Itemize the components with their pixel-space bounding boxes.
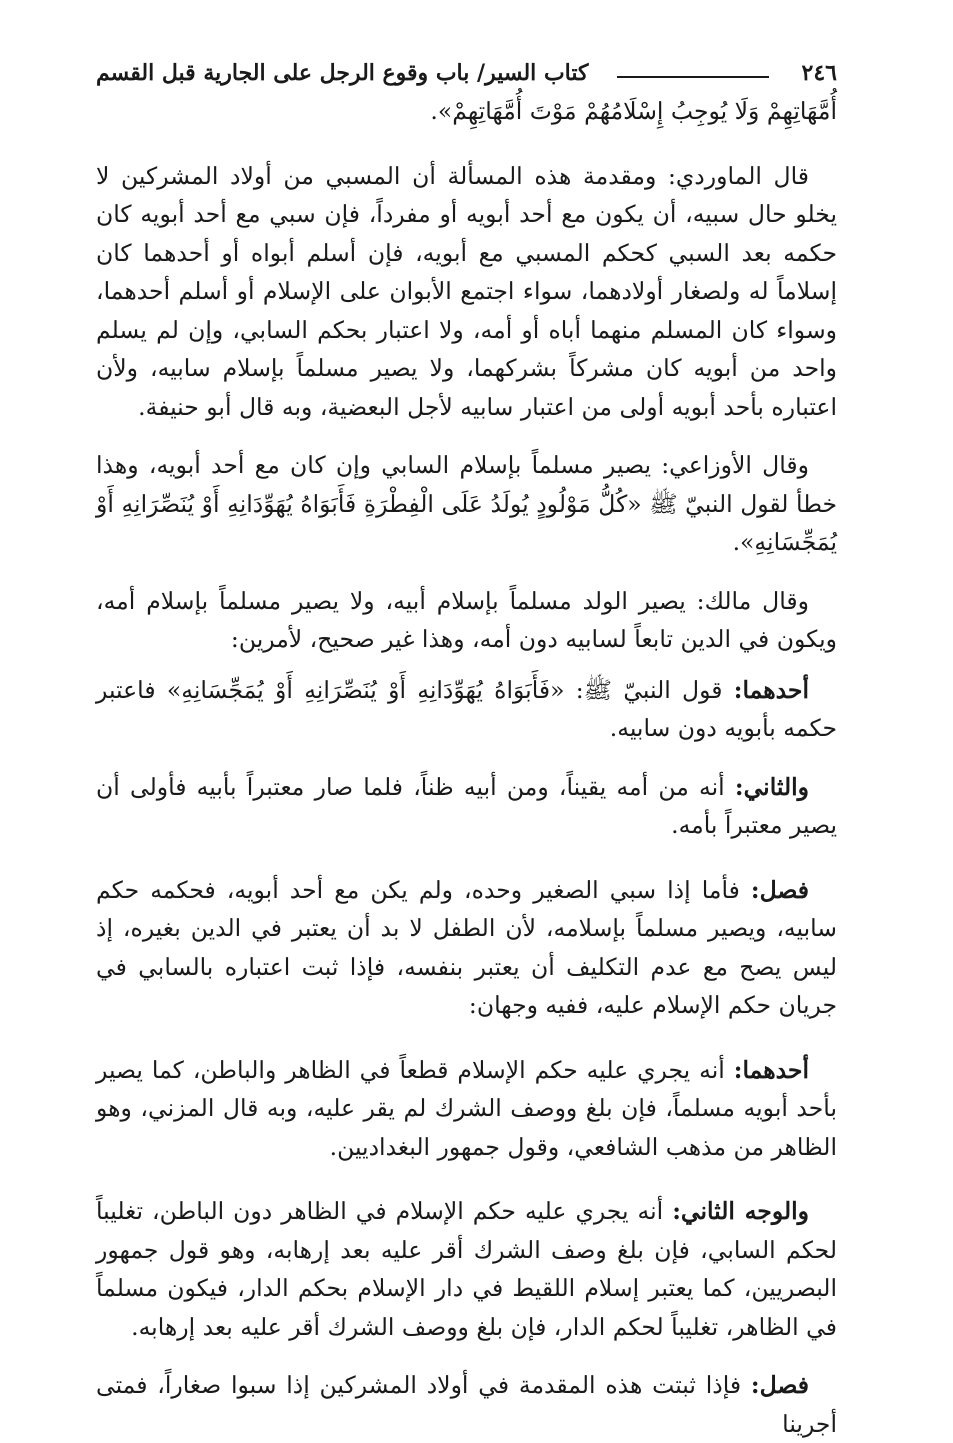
- paragraph-2-text: قال الماوردي: ومقدمة هذه المسألة أن المسبي من أولاد المشركين لا يخلو حال سبيه، أن يكون مع أحد أبويه أو مفرداً، فإن سبي مع أحد أبويه كان حكمه بعد السبي كحكم المسبي مع أبويه، فإن أسلم أبواه أو أحدهما كان إسلاماً له ولصغار أولادهما، سواء اجتمع الأبوان على الإسلام أو أسلم أحدهما، وسواء كان المسلم منهما أباه أو أمه، ولا اعتبار بحكم السابي، وإن لم يسلم واحد من أبويه كان مشركاً بشركهما، ولا يصير مسلماً بإسلام سابيه، ولأن اعتباره بأحد أبويه أولى من اعتبار سابيه لأجل البعضية، وبه قال أبو حنيفة.: [96, 161, 837, 421]
- paragraph-8-text: أنه يجري عليه حكم الإسلام قطعاً في الظاهر والباطن، كما يصير بأحد أبويه مسلماً، فإن بلغ ووصف الشرك لم يقر عليه، وبه قال المزني، وهو الظاهر من مذهب الشافعي، وقول جمهور البغداديين.: [96, 1055, 837, 1161]
- paragraph-1-text: أُمَّهَاتِهِمْ وَلَا يُوجِبُ إِسْلَامُهُمْ مَوْتَ أُمَّهَاتِهِمْ».: [430, 97, 837, 125]
- paragraph-8: [96, 1051, 837, 1167]
- paragraph-9-text: أنه يجري عليه حكم الإسلام في الظاهر دون الباطن، تغليباً لحكم السابي، فإن بلغ وصف الشرك أقر عليه بعد إرهابه، وهو قول جمهور البصريين، كما يعتبر إسلام اللقيط في دار الإسلام بحكم الدار، فيكون مسلماً في الظاهر، تغليباً لحكم الدار، فإن بلغ ووصف الشرك أقر عليه بعد إرهابه.: [96, 1197, 837, 1341]
- paragraph-9: [96, 1192, 837, 1346]
- paragraph-5-text: قول النبيّ ﷺ: «فَأَبَوَاهُ يُهَوِّدَانِهِ أَوْ يُنَصِّرَانِهِ أَوْ يُمَجِّسَانِهِ» فاعتبر حكمه بأبويه دون سابيه.: [96, 675, 837, 742]
- paragraph-10: [96, 1366, 837, 1443]
- paragraph-5: [96, 671, 837, 748]
- chapter-title: كتاب السير/ باب وقوع الرجل على الجارية قبل القسم: [96, 60, 589, 86]
- paragraph-10-text: فإذا ثبتت هذه المقدمة في أولاد المشركين إذا سبوا صغاراً، فمتى أجرينا: [96, 1371, 837, 1438]
- paragraph-10-lead: فصل:: [750, 1371, 809, 1399]
- paragraph-5-lead: أحدهما:: [733, 675, 809, 704]
- paragraph-6-text: أنه من أمه يقيناً، ومن أبيه ظناً، فلما صار معتبراً بأبيه فأولى أن يصير معتبراً بأمه.: [96, 772, 837, 839]
- paragraph-6-lead: والثاني:: [734, 772, 809, 801]
- paragraph-8-lead: أحدهما:: [733, 1055, 809, 1084]
- paragraph-3-text: وقال الأوزاعي: يصير مسلماً بإسلام السابي وإن كان مع أحد أبويه، وهذا خطأ لقول النبيّ ﷺ «كُلُّ مَوْلُودٍ يُولَدُ عَلَى الْفِطْرَةِ فَأَبَوَاهُ يُهَوِّدَانِهِ أَوْ يُنَصِّرَانِهِ أَوْ يُمَجِّسَانِهِ».: [96, 451, 837, 556]
- header-rule: [617, 76, 769, 78]
- paragraph-1: [96, 92, 837, 131]
- paragraph-7-lead: فصل:: [750, 875, 809, 904]
- paragraph-6: [96, 768, 837, 845]
- paragraph-3: [96, 446, 837, 562]
- running-header: [96, 52, 837, 92]
- paragraph-7-text: فأما إذا سبي الصغير وحده، ولم يكن مع أحد أبويه، فحكمه حكم سابيه، ويصير مسلماً بإسلامه، لأن الطفل لا بد أن يعتبر في الدين بغيره، إذ ليس يصح مع عدم التكليف أن يعتبر بنفسه، فإذا ثبت اعتباره بالسابي في جريان حكم الإسلام عليه، ففيه وجهان:: [96, 875, 837, 1019]
- paragraph-9-lead: والوجه الثاني:: [672, 1197, 809, 1225]
- page-number: ٢٤٦: [801, 60, 837, 86]
- paragraph-4: [96, 582, 837, 659]
- paragraph-7: [96, 871, 837, 1025]
- body-text: [96, 92, 837, 1443]
- paragraph-2: [96, 157, 837, 427]
- paragraph-4-text: وقال مالك: يصير الولد مسلماً بإسلام أبيه، ولا يصير مسلماً بإسلام أمه، ويكون في الدين تابعاً لسابيه دون أمه، وهذا غير صحيح، لأمرين:: [96, 586, 837, 653]
